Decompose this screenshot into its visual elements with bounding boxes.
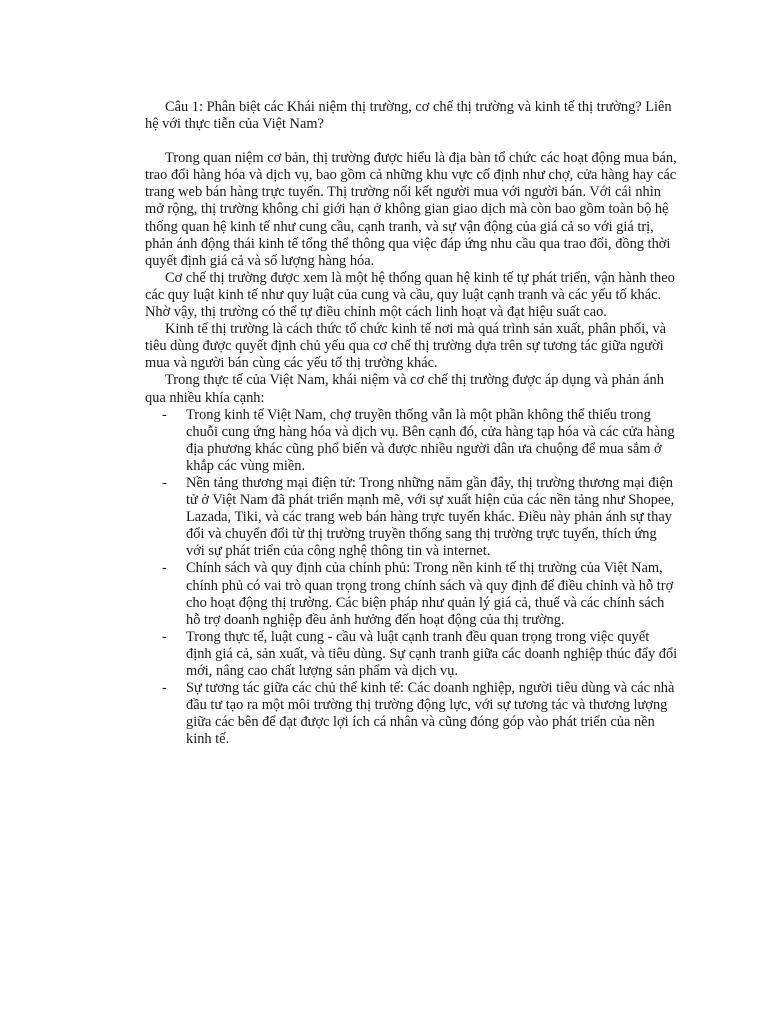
paragraph-market-definition: Trong quan niệm cơ bản, thị trường được hiểu là địa bàn tổ chức các hoạt động mua bán, trao đổi hàng hóa và dịch vụ, bao gồm cả những khu vực cố định như chợ, cửa hàng hay các trang web bán hàng trực tuyến. Thị trường nối kết người mua với người bán. Với cái nhìn mở rộng, thị trường không chỉ giới hạn ở không gian giao dịch mà còn bao gồm toàn bộ hệ thống quan hệ kinh tế như cung cầu, cạnh tranh, và sự vận động của giá cả so với giá trị, phản ánh động thái kinh tế tổng thể thông qua việc đáp ứng nhu cầu qua trao đổi, đồng thời quyết định giá cả và số lượng hàng hóa. xyxy=(145,150,677,269)
paragraph-market-mechanism: Cơ chế thị trường được xem là một hệ thống quan hệ kinh tế tự phát triển, vận hành theo các quy luật kinh tế như quy luật của cung và cầu, quy luật cạnh tranh và các yếu tố khác. Nhờ vậy, thị trường có thể tự điều chỉnh một cách linh hoạt và đạt hiệu suất cao. xyxy=(145,269,675,321)
bullet-dash: - xyxy=(162,474,167,491)
list-item-text: Trong kinh tế Việt Nam, chợ truyền thống vẫn là một phần không thể thiếu trong chuỗi cung ứng hàng hóa và dịch vụ. Bên cạnh đó, cửa hàng tạp hóa và các cửa hàng địa phương khác cũng phổ biến và được nhiều người dân ưa chuộng để mua sắm ở khắp các vùng miền. xyxy=(186,406,675,474)
bullet-dash: - xyxy=(162,680,167,697)
list-item xyxy=(145,407,678,475)
paragraph-market-economy: Kinh tế thị trường là cách thức tổ chức kinh tế nơi mà quá trình sản xuất, phân phối, và tiêu dùng được quyết định chủ yếu qua cơ chế thị trường dựa trên sự tương tác giữa người mua và người bán cùng các yếu tố thị trường khác. xyxy=(145,321,666,372)
bullet-list xyxy=(145,407,678,749)
list-item-text: Chính sách và quy định của chính phủ: Trong nền kinh tế thị trường của Việt Nam, chính phủ có vai trò quan trọng trong chính sách và quy định để điều chỉnh và hỗ trợ cho hoạt động thị trường. Các biện pháp như quản lý giá cả, thuế và các chính sách hỗ trợ doanh nghiệp đều ảnh hưởng đến hoạt động của thị trường. xyxy=(186,560,674,628)
list-item-text: Sự tương tác giữa các chủ thể kinh tế: Các doanh nghiệp, người tiêu dùng và các nhà đầu tư tạo ra một môi trường thị trường động lực, với sự tương tác và thương lượng giữa các bên để đạt được lợi ích cá nhân và cũng đóng góp vào phát triển của nền kinh tế. xyxy=(186,680,675,748)
list-item xyxy=(145,475,678,560)
list-item xyxy=(145,560,678,628)
bullet-dash: - xyxy=(162,628,167,645)
list-item xyxy=(145,629,678,680)
list-item xyxy=(145,680,678,748)
question-heading: Câu 1: Phân biệt các Khái niệm thị trường, cơ chế thị trường và kinh tế thị trường? Liên hệ với thực tiễn của Việt Nam? xyxy=(145,99,672,133)
bullet-dash: - xyxy=(162,406,167,423)
bullet-dash: - xyxy=(162,560,167,577)
list-item-text: Nền tảng thương mại điện tử: Trong những năm gần đây, thị trường thương mại điện tử ở Việt Nam đã phát triển mạnh mẽ, với sự xuất hiện của các nền tảng như Shopee, Lazada, Tiki, và các trang web bán hàng trực tuyến khác. Điều này phản ánh sự thay đổi và chuyển đổi từ thị trường truyền thống sang thị trường trực tuyến, thích ứng với sự phát triển của công nghệ thông tin và internet. xyxy=(186,474,675,560)
paragraph-vietnam-intro: Trong thực tế của Việt Nam, khái niệm và cơ chế thị trường được áp dụng và phản ánh qua nhiều khía cạnh: xyxy=(145,372,664,406)
list-item-text: Trong thực tế, luật cung - cầu và luật cạnh tranh đều quan trọng trong việc quyết định giá cả, sản xuất, và tiêu dùng. Sự cạnh tranh giữa các doanh nghiệp thúc đẩy đổi mới, nâng cao chất lượng sản phẩm và dịch vụ. xyxy=(186,628,678,679)
